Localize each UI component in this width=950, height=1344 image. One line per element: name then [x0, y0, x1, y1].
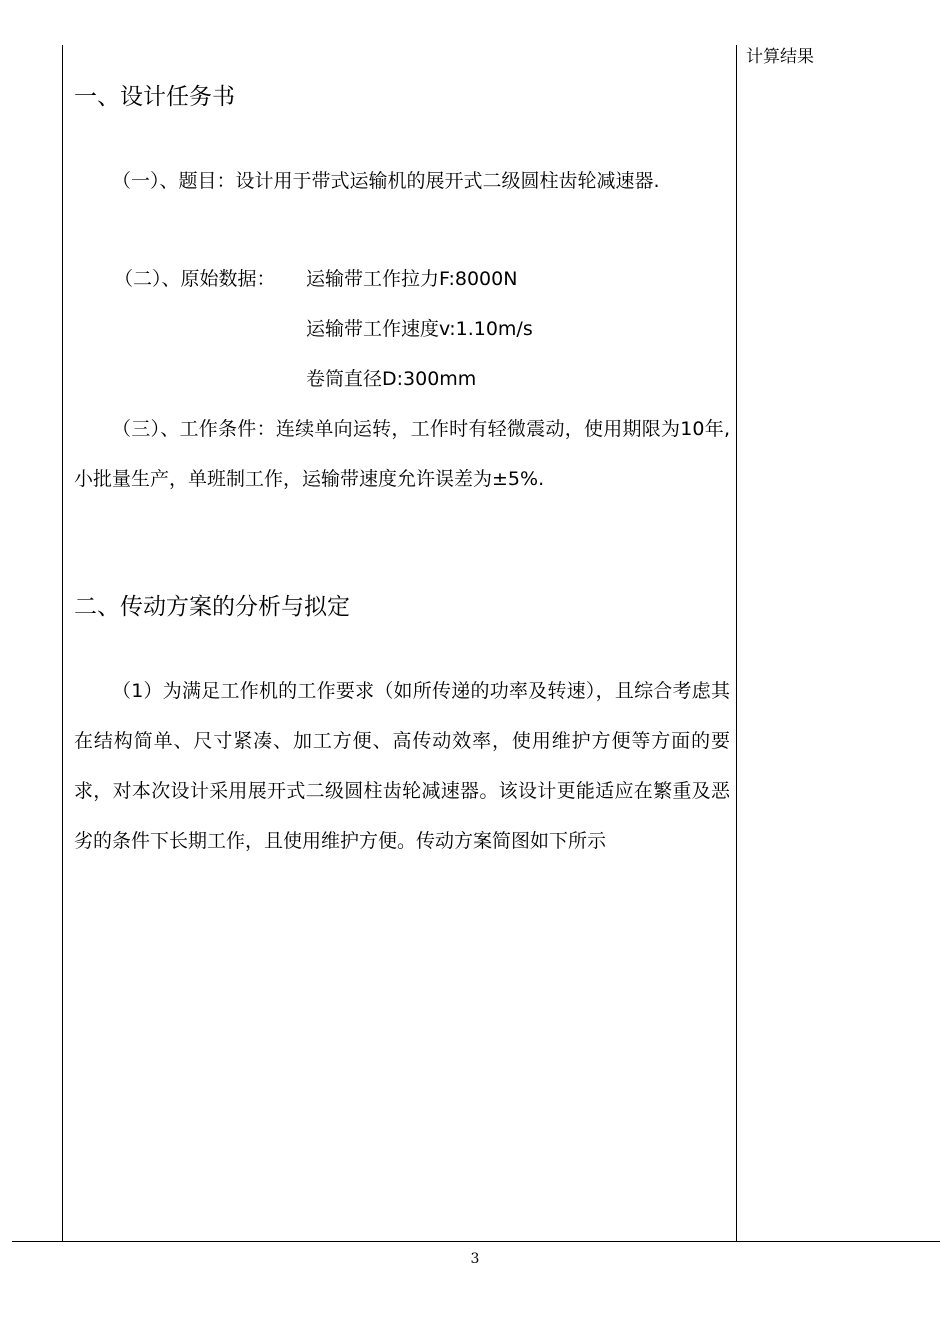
page-number: 3	[470, 1251, 480, 1267]
data-item-force: 运输带工作拉力F:8000N	[306, 268, 518, 290]
section2-heading: 二、传动方案的分析与拟定	[74, 594, 350, 620]
footer-rule	[12, 1241, 940, 1242]
transmission-paragraph: （1）为满足工作机的工作要求（如所传递的功率及转速），且综合考虑其在结构简单、尺寸紧凑、加工方便、高传动效率，使用维护方便等方面的要求，对本次设计采用展开式二级圆柱齿轮减速器。该设计更能适应在繁重及恶劣的条件下长期工作，且使用维护方便。传动方案简图如下所示	[74, 680, 730, 852]
conditions-paragraph: （三）、工作条件：连续单向运转，工作时有轻微震动，使用期限为10年,小批量生产，单班制工作，运输带速度允许误差为±5%.	[74, 418, 730, 490]
results-column-header: 计算结果	[746, 47, 814, 67]
data-item-speed: 运输带工作速度v:1.10m/s	[306, 318, 533, 340]
topic-paragraph: （一）、题目：设计用于带式运输机的展开式二级圆柱齿轮减速器.	[112, 170, 660, 192]
section1-heading: 一、设计任务书	[74, 84, 235, 110]
original-data-label: （二）、原始数据：	[114, 268, 276, 290]
column-divider	[736, 45, 737, 1241]
left-border	[62, 45, 63, 1241]
data-item-diameter: 卷筒直径D:300mm	[306, 368, 477, 390]
